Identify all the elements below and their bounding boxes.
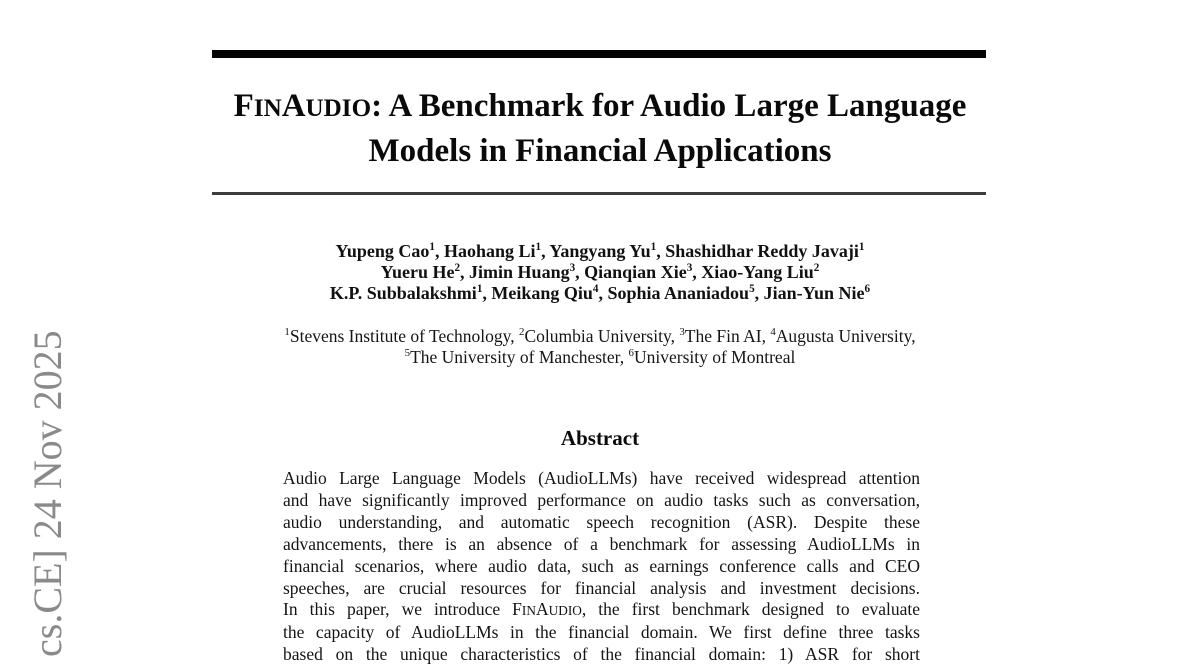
affiliation-line: $^1$Stevens Institute of Technology, $^2$Columbia University, $^3$The Fin AI, $^4$Augusta University, xyxy=(284,326,916,346)
author-line: K.P. Subbalakshmi$^1$, Meikang Qiu$^4$, Sophia Ananiadou$^5$, Jian-Yun Nie$^6$ xyxy=(329,283,871,303)
abstract-line: Audio Large Language Models (AudioLLMs) have received widespread attention xyxy=(283,468,920,488)
abstract-line: audio understanding, and automatic speech recognition (ASR). Despite these xyxy=(283,511,920,532)
abstract-line: and have significantly improved performance on audio tasks such as conversation, xyxy=(283,489,920,510)
abstract-line: the capacity of AudioLLMs in the financial domain. We first define three tasks xyxy=(283,622,920,643)
paper-title-line: FINAUDIO: A Benchmark for Audio Large Language xyxy=(233,88,967,124)
abstract-line: advancements, there is an absence of a benchmark for assessing AudioLLMs in xyxy=(283,533,920,554)
abstract-heading: Abstract xyxy=(560,426,640,450)
title-rule-bottom xyxy=(212,192,986,195)
affiliation-list xyxy=(100,326,1100,367)
abstract-line: based on the unique characteristics of the financial domain: 1) ASR for short xyxy=(283,644,920,665)
abstract-paragraph xyxy=(283,468,920,666)
abstract-line: financial scenarios, where audio data, such as earnings conference calls and CEO xyxy=(283,555,920,576)
arxiv-stamp: cs.CE] 24 Nov 2025 xyxy=(25,330,70,657)
author-line: Yupeng Cao$^1$, Haohang Li$^1$, Yangyang Yu$^1$, Shashidhar Reddy Javaji$^1$ xyxy=(335,241,865,261)
affiliation-line: $^5$The University of Manchester, $^6$University of Montreal xyxy=(404,346,796,367)
abstract-line: In this paper, we introduce FINAUDIO, the first benchmark designed to evaluate xyxy=(283,599,920,620)
author-list xyxy=(100,241,1100,304)
paper-title xyxy=(100,85,1100,172)
paper-title-line: Models in Financial Applications xyxy=(368,133,832,169)
author-line: Yueru He$^2$, Jimin Huang$^3$, Qianqian Xie$^3$, Xiao-Yang Liu$^2$ xyxy=(380,262,820,282)
title-rule-top xyxy=(212,50,986,58)
abstract-line: speeches, are crucial resources for financial analysis and investment decisions. xyxy=(283,577,920,598)
